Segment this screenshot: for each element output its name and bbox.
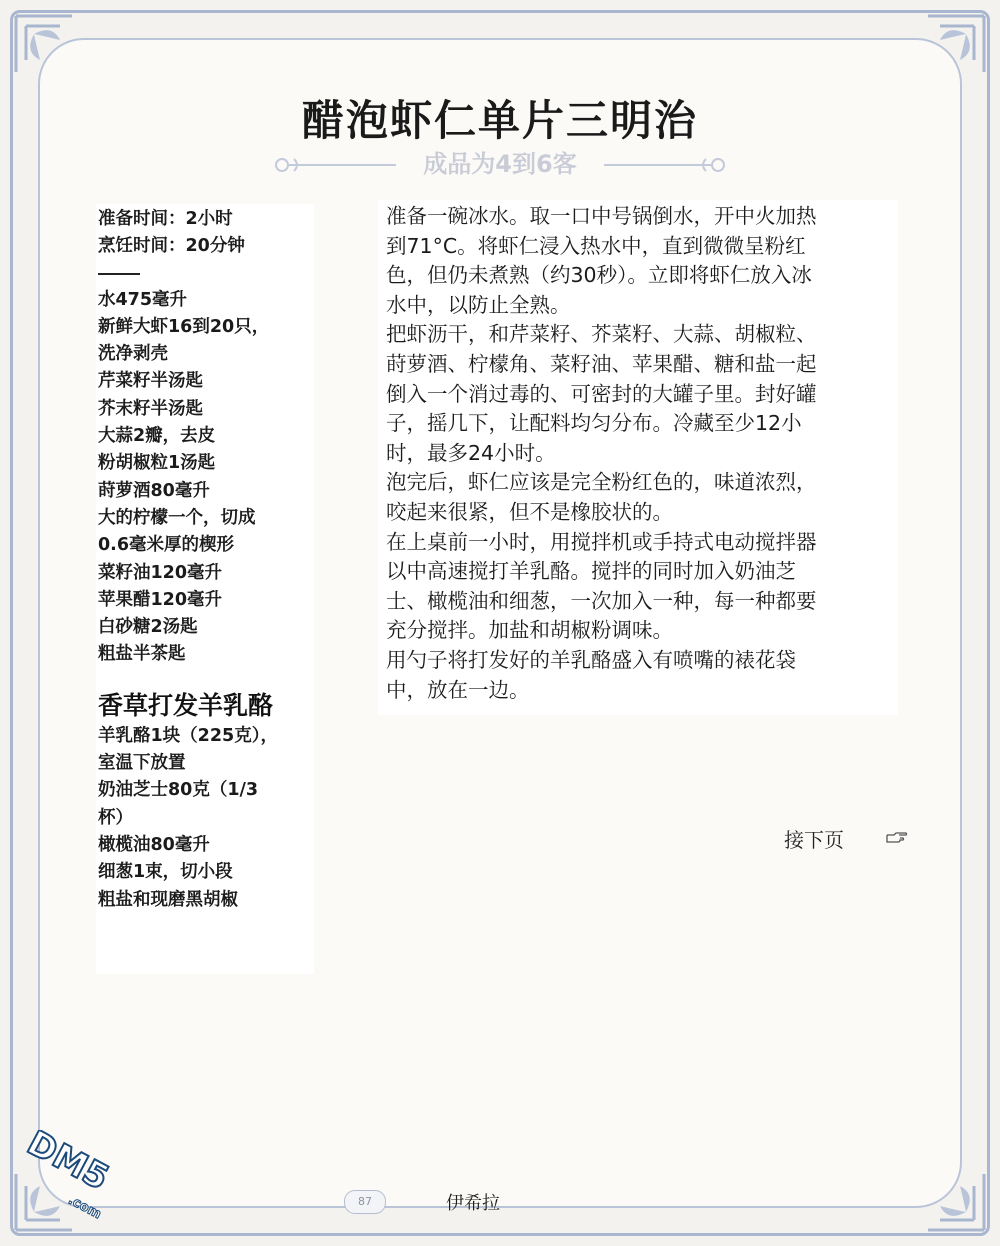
ingredient-line: 室温下放置 [98,753,186,774]
instruction-line: 把虾沥干，和芹菜籽、芥菜籽、大蒜、胡椒粒、 [386,322,817,347]
divider [98,273,140,275]
prep-time: 准备时间：2小时 [98,209,233,229]
ingredient-line: 芥末籽半汤匙 [98,398,203,419]
ingredient-line: 大的柠檬一个，切成 [98,507,256,528]
instruction-line: 时，最多24小时。 [386,440,556,465]
pointing-hand-icon [886,830,908,844]
next-page-label: 接下页 [784,828,844,852]
ingredient-line: 橄榄油80毫升 [98,834,210,855]
instruction-line: 充分搅拌。加盐和胡椒粉调味。 [386,618,673,643]
instruction-line: 倒入一个消过毒的、可密封的大罐子里。封好罐 [386,381,817,406]
ingredient-line: 莳萝酒80毫升 [98,480,210,501]
author-name: 伊希拉 [446,1193,500,1214]
instruction-line: 在上桌前一小时，用搅拌机或手持式电动搅拌器 [386,529,817,554]
instruction-line: 咬起来很紧，但不是橡胶状的。 [386,499,673,524]
ingredient-line: 杯） [98,807,133,828]
instruction-line: 准备一碗冰水。取一口中号锅倒水，开中火加热 [386,204,817,228]
ingredient-line: 芹菜籽半汤匙 [98,371,203,392]
page-number: 87 [344,1190,386,1214]
instruction-line: 以中高速搅打羊乳酪。搅拌的同时加入奶油芝 [386,559,796,584]
recipe-title: 醋泡虾仁单片三明治 [301,96,698,145]
ingredient-line: 细葱1束，切小段 [98,862,233,883]
corner-ornament-icon [898,1144,988,1234]
ingredient-line: 洗净剥壳 [98,344,168,365]
servings-subtitle: 成品为4到6客 [423,150,577,178]
subtitle-row [270,146,730,182]
ingredient-line: 羊乳酪1块（225克）， [98,725,278,746]
ingredient-list [98,287,310,669]
instruction-line: 泡完后，虾仁应该是完全粉红色的，味道浓烈， [386,470,817,495]
instruction-line: 色，但仍未煮熟（约30秒）。立即将虾仁放入冰 [386,263,812,288]
ingredient-line: 粉胡椒粒1汤匙 [98,453,216,474]
ingredient-line: 粗盐半茶匙 [98,644,186,665]
watermark-logo [8,1130,148,1220]
ingredient-line: 0.6毫米厚的楔形 [98,535,235,556]
ingredient-line: 水475毫升 [98,289,188,310]
ingredient-line: 大蒜2瓣，去皮 [98,426,216,447]
instruction-line: 莳萝酒、柠檬角、菜籽油、苹果醋、糖和盐一起 [386,351,817,376]
instruction-line: 士、橄榄油和细葱，一次加入一种，每一种都要 [386,588,817,613]
subsection-title: 香草打发羊乳酪 [98,690,274,720]
instructions-column [378,200,898,715]
instruction-line: 中，放在一边。 [386,677,530,702]
instruction-line: 子，摇几下，让配料均匀分布。冷藏至少12小 [386,411,802,436]
cook-time: 烹饪时间：20分钟 [98,236,245,257]
ingredient-line: 白砂糖2汤匙 [98,617,198,638]
instruction-line: 到71°C。将虾仁浸入热水中，直到微微呈粉红 [386,233,806,258]
ingredient-line: 新鲜大虾16到20只， [98,316,270,337]
subsection-ingredient-list [98,723,310,914]
ingredient-line: 苹果醋120毫升 [98,589,223,610]
svg-text:.com: .com [65,1192,104,1220]
ingredient-line: 粗盐和现磨黑胡椒 [98,889,238,910]
ingredients-column [96,204,314,974]
instruction-line: 水中，以防止全熟。 [386,292,571,317]
scroll-ornament-icon [600,154,730,176]
svg-text:DM5: DM5 [20,1130,116,1199]
ingredient-line: 奶油芝士80克（1/3 [98,780,259,801]
ingredient-line: 菜籽油120毫升 [98,562,223,583]
instruction-line: 用勺子将打发好的羊乳酪盛入有喷嘴的裱花袋 [386,647,796,672]
